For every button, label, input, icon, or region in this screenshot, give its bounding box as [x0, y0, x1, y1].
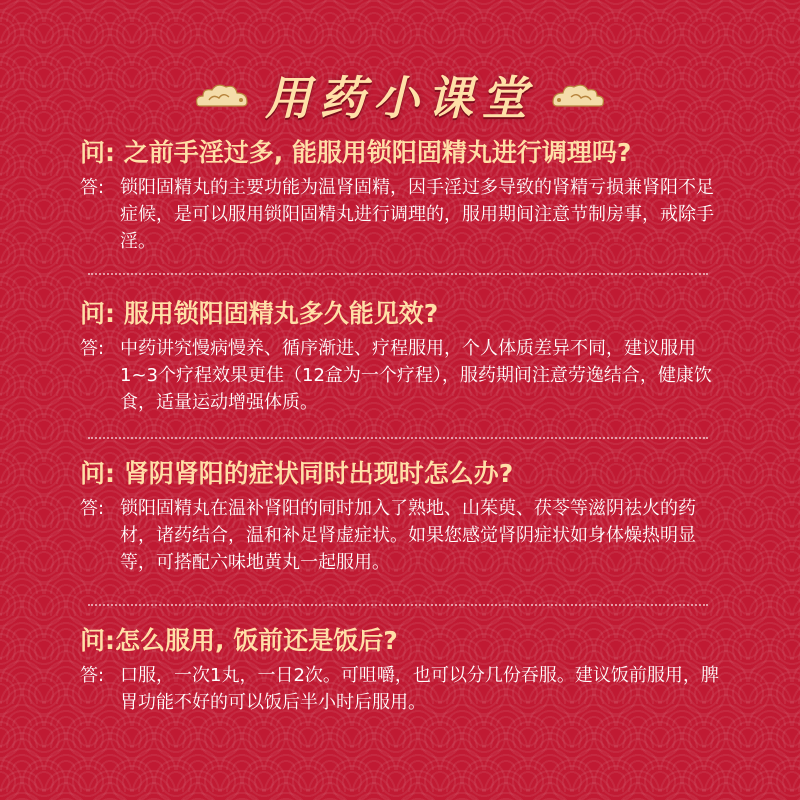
answer-label: 答: [80, 177, 105, 198]
divider [88, 273, 708, 275]
answer-label: 答: [80, 498, 105, 519]
cloud-ornament-icon [193, 80, 251, 110]
qa-item-1 [80, 136, 730, 255]
answer-block [80, 174, 730, 255]
question-text: 问: 之前手淫过多, 能服用锁阳固精丸进行调理吗? [80, 138, 632, 167]
answer-label: 答: [80, 338, 105, 359]
divider [88, 604, 708, 606]
qa-item-2 [80, 297, 730, 416]
answer-text: 锁阳固精丸在温补肾阳的同时加入了熟地、山茱萸、茯苓等滋阴祛火的药材，诸药结合，温和补足肾虚症状。如果您感觉肾阴症状如身体燥热明显等，可搭配六味地黄丸一起服用。 [120, 498, 696, 573]
cloud-ornament-icon [549, 80, 607, 110]
answer-block [80, 335, 730, 416]
page-title: 用药小课堂 [265, 71, 535, 125]
question-text: 问:怎么服用, 饭前还是饭后? [80, 626, 398, 655]
qa-item-3 [80, 457, 730, 576]
answer-text: 口服，一次1丸，一日2次。可咀嚼，也可以分几份吞服。建议饭前服用，脾胃功能不好的可以饭后半小时后服用。 [120, 665, 719, 713]
answer-label: 答: [80, 665, 105, 686]
divider [88, 437, 708, 439]
answer-block [80, 495, 730, 576]
qa-item-4 [80, 624, 730, 716]
question-text: 问: 肾阴肾阳的症状同时出现时怎么办? [80, 459, 514, 488]
answer-text: 中药讲究慢病慢养、循序渐进、疗程服用，个人体质差异不同，建议服用1~3个疗程效果更佳（12盒为一个疗程），服药期间注意劳逸结合，健康饮食，适量运动增强体质。 [120, 338, 712, 413]
answer-block [80, 662, 730, 716]
answer-text: 锁阳固精丸的主要功能为温肾固精，因手淫过多导致的肾精亏损兼肾阳不足症候，是可以服用锁阳固精丸进行调理的，服用期间注意节制房事，戒除手淫。 [120, 177, 714, 252]
question-text: 问: 服用锁阳固精丸多久能见效? [80, 299, 439, 328]
header [0, 60, 800, 130]
